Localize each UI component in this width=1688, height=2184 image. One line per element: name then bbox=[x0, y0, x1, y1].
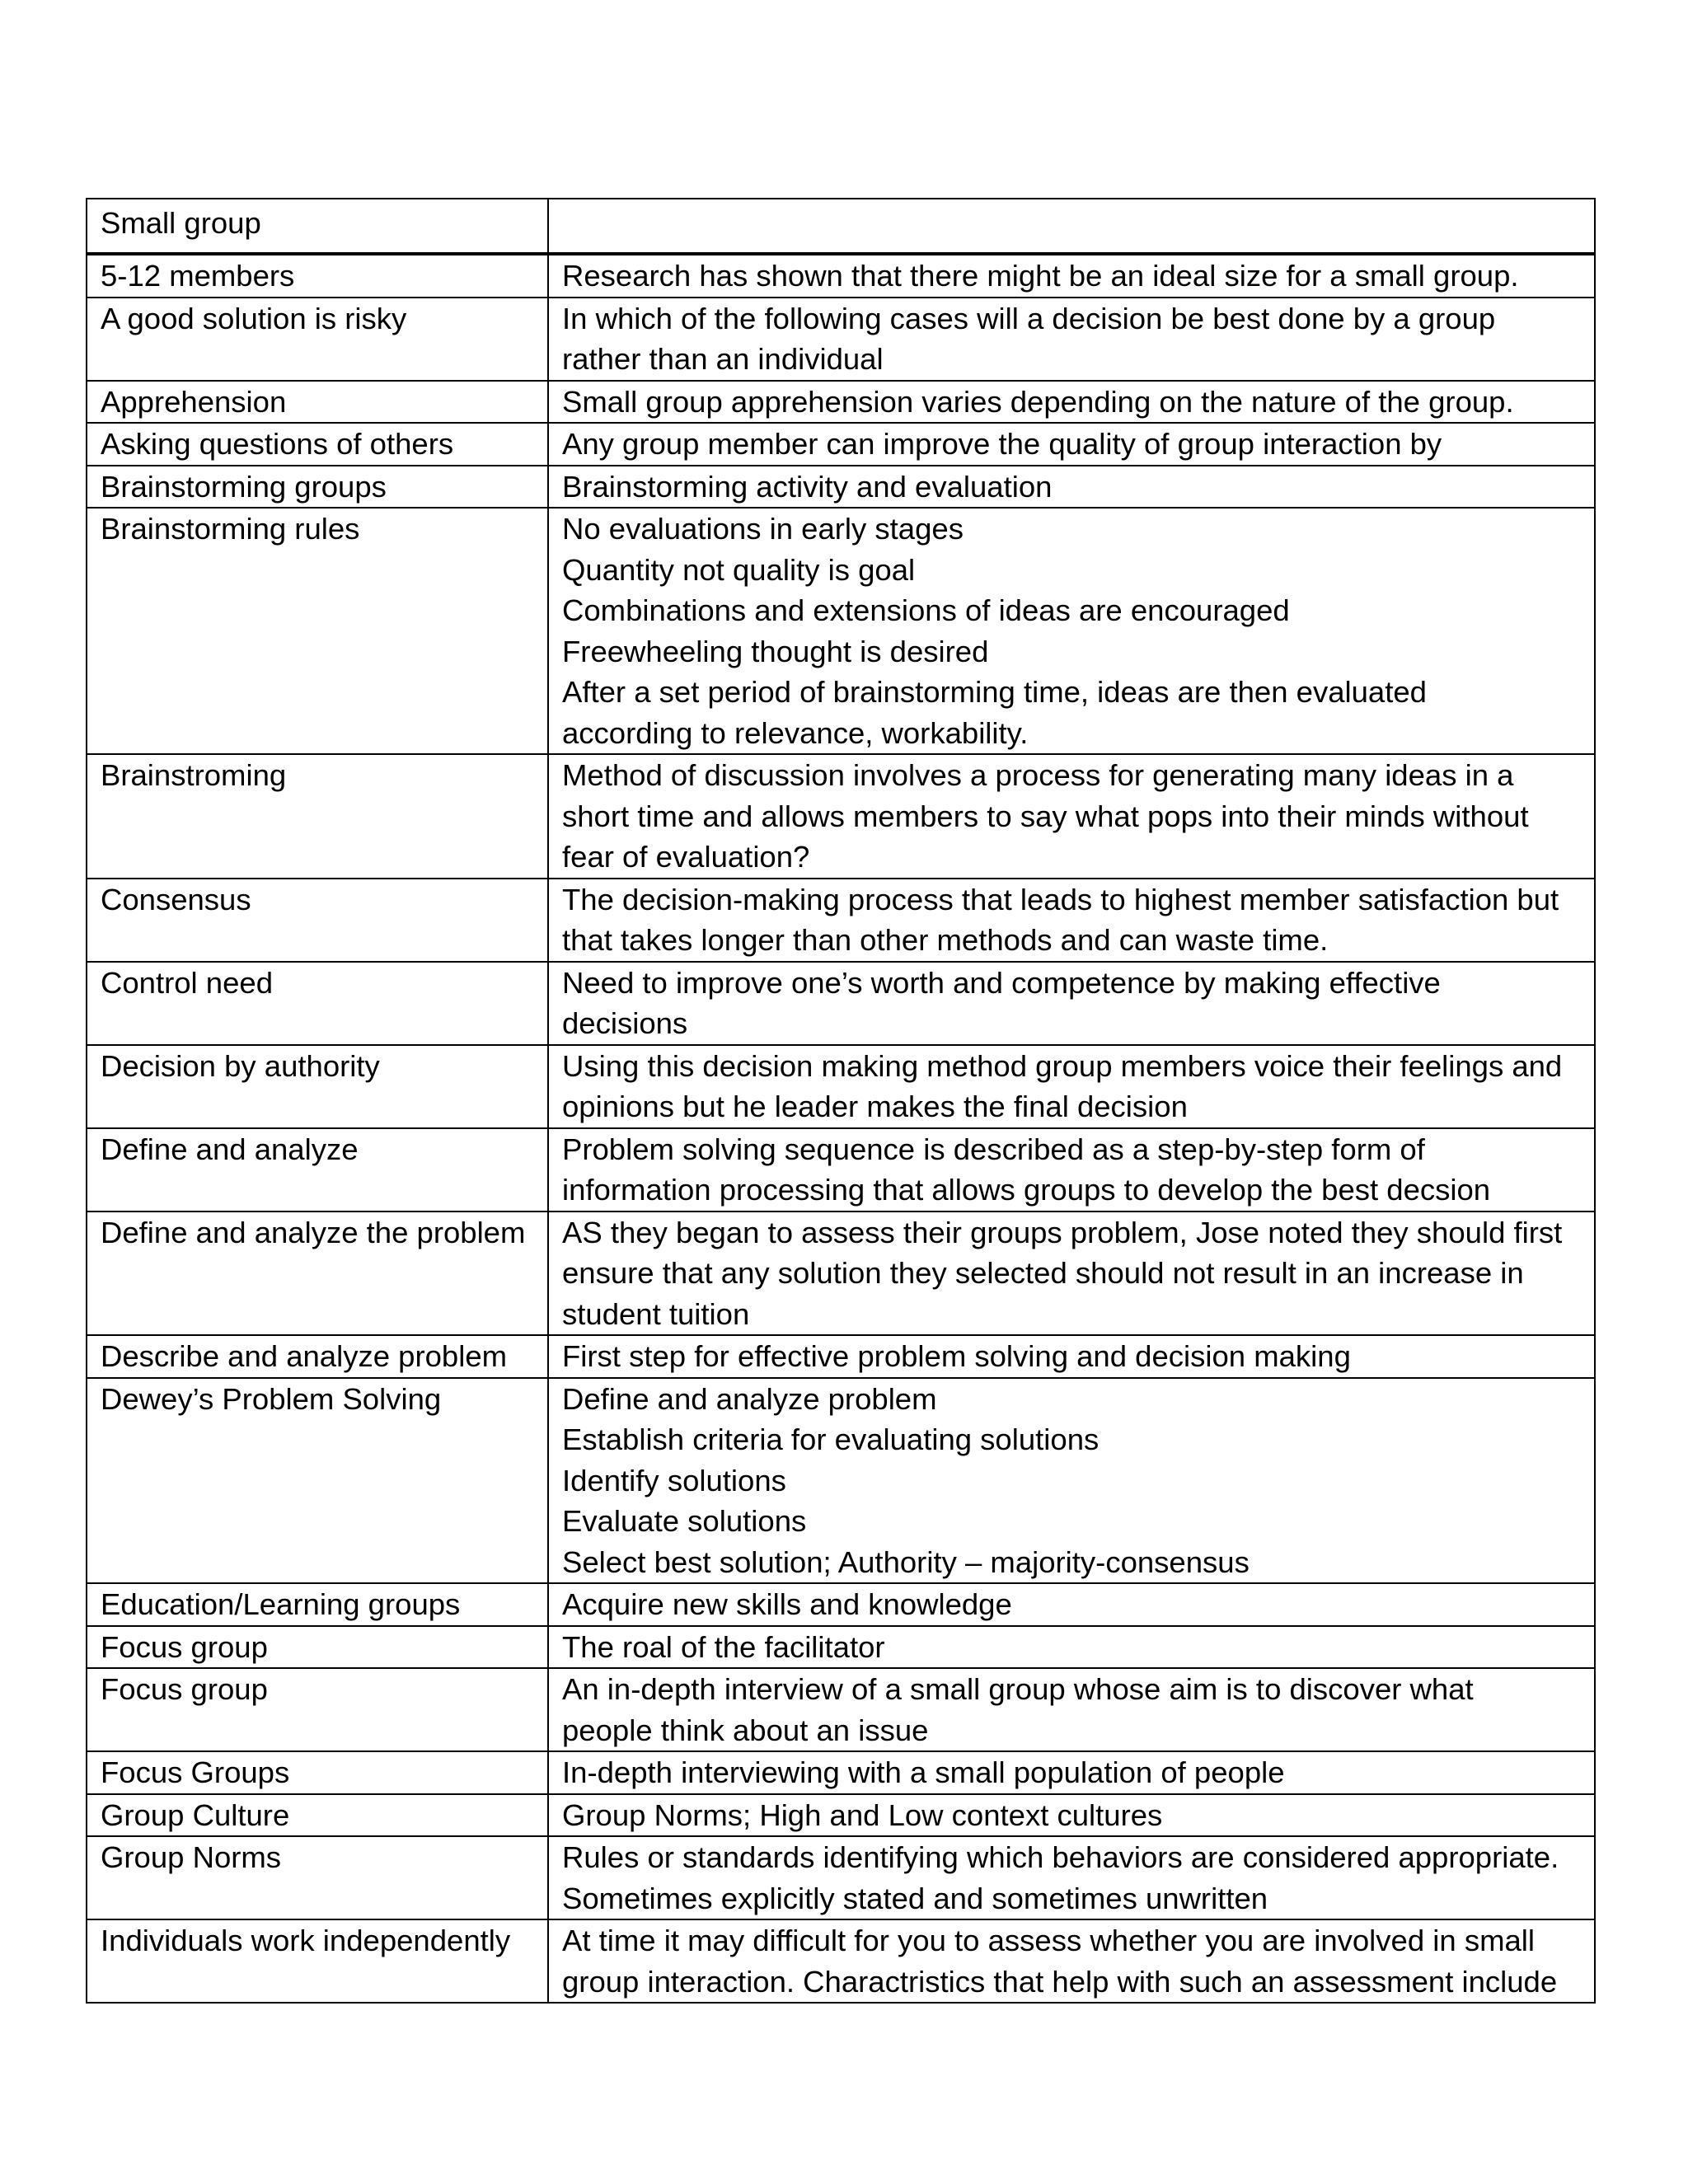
definition-cell: Problem solving sequence is described as a step-by-step form of information processing that allows groups to develop the best decsion bbox=[548, 1128, 1595, 1212]
definition-cell: Brainstorming activity and evaluation bbox=[548, 466, 1595, 509]
table-row bbox=[87, 754, 1595, 879]
table-row bbox=[87, 962, 1595, 1045]
glossary-table bbox=[86, 198, 1596, 2004]
definition-cell: Need to improve one’s worth and competence by making effective decisions bbox=[548, 962, 1595, 1045]
table-row bbox=[87, 1378, 1595, 1584]
table-row bbox=[87, 1128, 1595, 1212]
term-cell: Focus group bbox=[87, 1626, 548, 1669]
term-cell: Focus group bbox=[87, 1668, 548, 1751]
definition-cell: In which of the following cases will a decision be best done by a group rather than an individual bbox=[548, 298, 1595, 381]
term-cell: Group Culture bbox=[87, 1794, 548, 1837]
definition-cell: At time it may difficult for you to assess whether you are involved in small group interaction. Charactristics that help with such an assessment include bbox=[548, 1919, 1595, 2003]
table-row bbox=[87, 1212, 1595, 1336]
term-cell: Consensus bbox=[87, 879, 548, 962]
table-row bbox=[87, 1794, 1595, 1837]
definition-cell: Rules or standards identifying which behaviors are considered appropriate. Sometimes explicitly stated and sometimes unwritten bbox=[548, 1836, 1595, 1919]
table-row bbox=[87, 879, 1595, 962]
term-cell: Apprehension bbox=[87, 381, 548, 424]
table-row bbox=[87, 1626, 1595, 1669]
table-row bbox=[87, 298, 1595, 381]
table-row bbox=[87, 508, 1595, 754]
term-cell: 5-12 members bbox=[87, 254, 548, 298]
definition-cell: Using this decision making method group members voice their feelings and opinions but he leader makes the final decision bbox=[548, 1045, 1595, 1128]
term-cell: Define and analyze the problem bbox=[87, 1212, 548, 1336]
header-definition-cell bbox=[548, 199, 1595, 254]
term-cell: Focus Groups bbox=[87, 1751, 548, 1794]
table-row bbox=[87, 1836, 1595, 1919]
term-cell: Brainstorming groups bbox=[87, 466, 548, 509]
table-header-row bbox=[87, 199, 1595, 254]
definition-cell: AS they began to assess their groups problem, Jose noted they should first ensure that any solution they selected should not result in an increase in student tuition bbox=[548, 1212, 1595, 1336]
definition-cell: No evaluations in early stages Quantity not quality is goal Combinations and extensions of ideas are encouraged Freewheeling thought is desired After a set period of brainstorming time, ideas are then evaluated according to relevance, workability. bbox=[548, 508, 1595, 754]
table-row bbox=[87, 1751, 1595, 1794]
term-cell: Describe and analyze problem bbox=[87, 1335, 548, 1378]
term-cell: Individuals work independently bbox=[87, 1919, 548, 2003]
table-row bbox=[87, 254, 1595, 298]
table-row bbox=[87, 1919, 1595, 2003]
table-row bbox=[87, 466, 1595, 509]
definition-cell: In-depth interviewing with a small population of people bbox=[548, 1751, 1595, 1794]
table-row bbox=[87, 1668, 1595, 1751]
definition-cell: First step for effective problem solving and decision making bbox=[548, 1335, 1595, 1378]
term-cell: Brainstorming rules bbox=[87, 508, 548, 754]
term-cell: Group Norms bbox=[87, 1836, 548, 1919]
definition-cell: Method of discussion involves a process for generating many ideas in a short time and allows members to say what pops into their minds without fear of evaluation? bbox=[548, 754, 1595, 879]
term-cell: Education/Learning groups bbox=[87, 1583, 548, 1626]
term-cell: Define and analyze bbox=[87, 1128, 548, 1212]
term-cell: Control need bbox=[87, 962, 548, 1045]
definition-cell: Group Norms; High and Low context cultures bbox=[548, 1794, 1595, 1837]
term-cell: Asking questions of others bbox=[87, 423, 548, 466]
term-cell: Decision by authority bbox=[87, 1045, 548, 1128]
definition-cell: Acquire new skills and knowledge bbox=[548, 1583, 1595, 1626]
definition-cell: The decision-making process that leads to highest member satisfaction but that takes longer than other methods and can waste time. bbox=[548, 879, 1595, 962]
definition-cell: Small group apprehension varies depending on the nature of the group. bbox=[548, 381, 1595, 424]
term-cell: A good solution is risky bbox=[87, 298, 548, 381]
term-cell: Dewey’s Problem Solving bbox=[87, 1378, 548, 1584]
definition-cell: Any group member can improve the quality of group interaction by bbox=[548, 423, 1595, 466]
header-term-cell: Small group bbox=[87, 199, 548, 254]
definition-cell: Define and analyze problem Establish criteria for evaluating solutions Identify solutions Evaluate solutions Select best solution; Authority – majority-consensus bbox=[548, 1378, 1595, 1584]
definition-cell: The roal of the facilitator bbox=[548, 1626, 1595, 1669]
table-row bbox=[87, 1045, 1595, 1128]
table-row bbox=[87, 1583, 1595, 1626]
term-cell: Brainstroming bbox=[87, 754, 548, 879]
table-row bbox=[87, 1335, 1595, 1378]
definition-cell: Research has shown that there might be an ideal size for a small group. bbox=[548, 254, 1595, 298]
definition-cell: An in-depth interview of a small group whose aim is to discover what people think about an issue bbox=[548, 1668, 1595, 1751]
table-row bbox=[87, 381, 1595, 424]
table-row bbox=[87, 423, 1595, 466]
